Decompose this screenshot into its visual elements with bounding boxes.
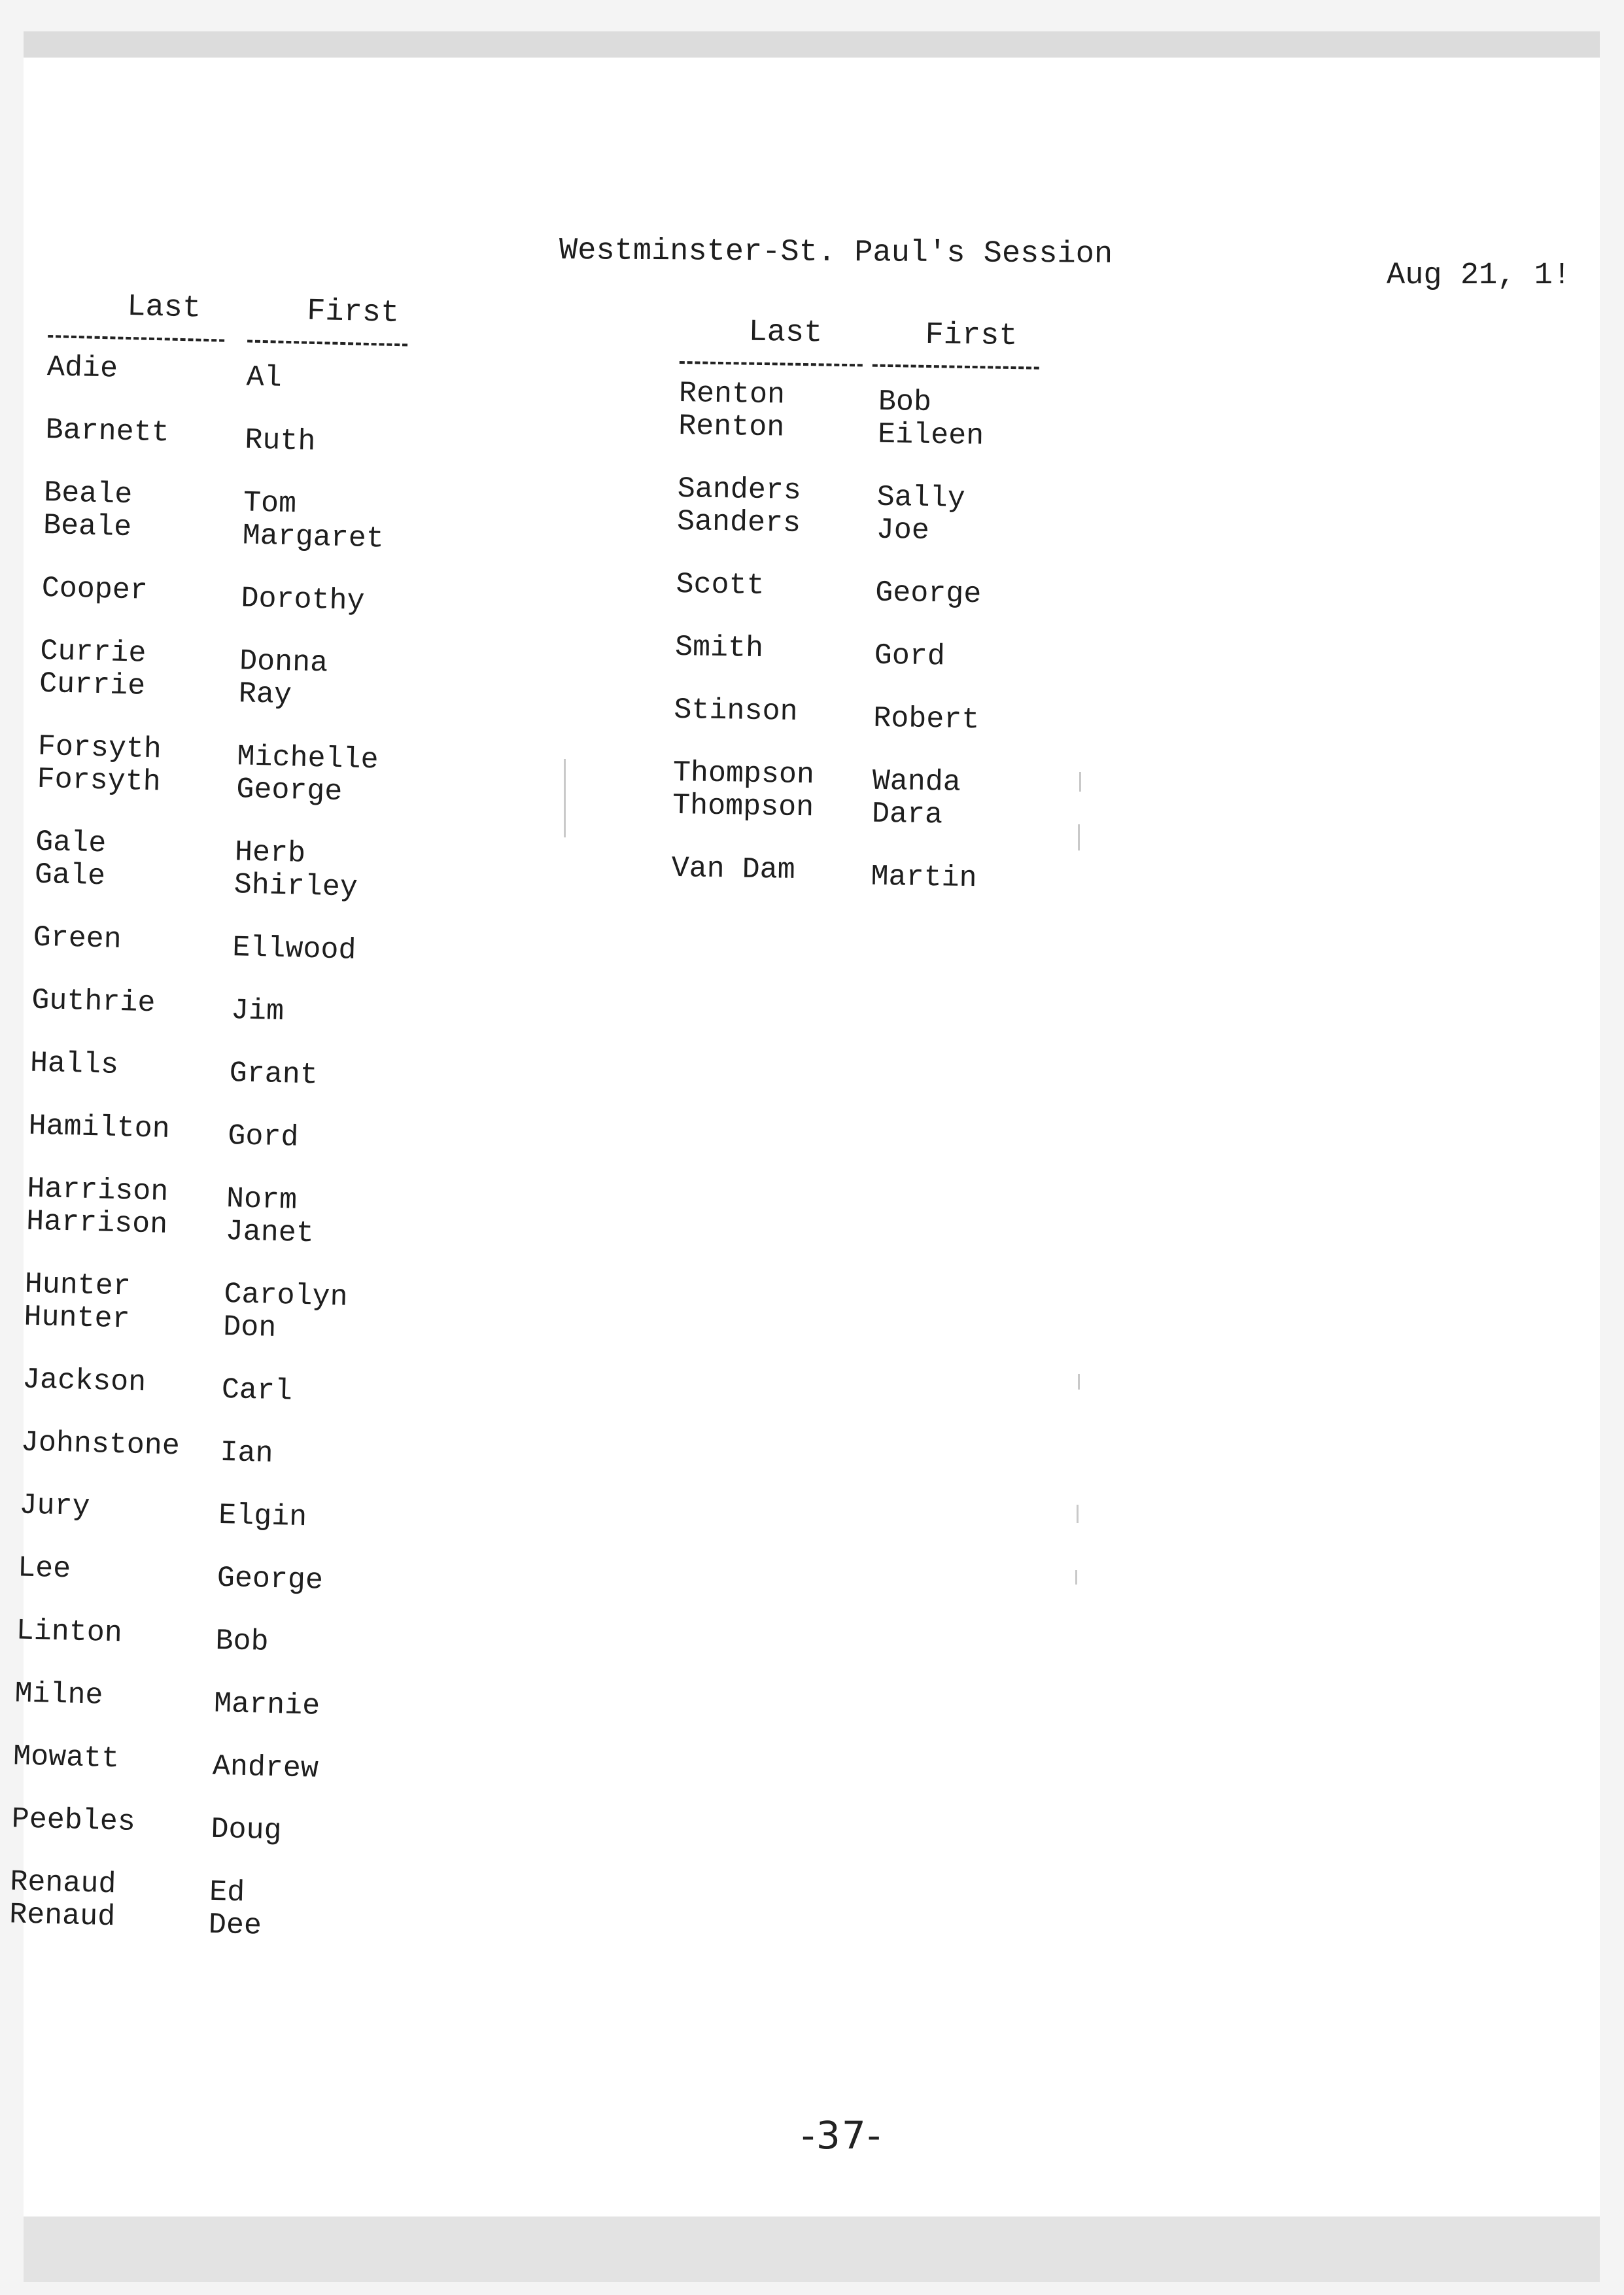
last-name-cell: Renaud — [9, 1898, 116, 1935]
table-row — [22, 1363, 293, 1409]
table-row — [672, 788, 943, 832]
table-row — [34, 858, 358, 905]
first-name-cell: Bob — [215, 1624, 269, 1659]
table-row — [672, 756, 961, 799]
page-number: -37- — [801, 2113, 882, 2158]
scan-speck — [1077, 1505, 1079, 1523]
last-name-cell: Renaud — [9, 1865, 117, 1902]
table-row — [678, 376, 932, 420]
first-name-cell: Andrew — [212, 1749, 319, 1786]
name-group — [28, 1109, 300, 1155]
scan-speck — [1075, 1570, 1077, 1585]
first-name-cell: George — [216, 1561, 324, 1598]
first-name-heading: First — [925, 317, 1018, 355]
first-name-cell: Michelle — [236, 740, 379, 777]
last-name-cell: Forsyth — [37, 762, 162, 799]
last-name-cell: Forsyth — [37, 729, 162, 767]
last-name-cell: Stinson — [674, 693, 798, 729]
last-name-cell: Harrison — [26, 1172, 169, 1209]
first-name-heading: First — [306, 294, 400, 332]
first-name-cell: Shirley — [233, 868, 358, 905]
last-name-cell: Jackson — [22, 1363, 147, 1400]
table-row — [45, 413, 317, 459]
table-row — [26, 1204, 315, 1251]
table-row — [39, 667, 292, 712]
first-name-cell: Joe — [876, 513, 930, 548]
table-row — [678, 409, 984, 453]
last-name-cell: Renton — [678, 409, 785, 445]
first-name-cell: Gord — [874, 639, 946, 674]
name-group — [9, 1865, 262, 1943]
first-name-cell: Herb — [234, 835, 306, 871]
last-name-cell: Hunter — [23, 1300, 131, 1337]
table-row — [20, 1426, 274, 1471]
table-row — [12, 1740, 319, 1786]
table-row — [46, 350, 283, 395]
table-row — [39, 634, 328, 680]
first-name-cell: Carl — [221, 1373, 293, 1409]
table-row — [24, 1267, 349, 1314]
table-row — [37, 729, 379, 777]
name-group — [20, 1426, 274, 1471]
first-name-cell: Bob — [878, 385, 932, 420]
last-name-cell: Milne — [14, 1677, 104, 1713]
first-name-cell: Donna — [239, 644, 328, 680]
first-name-cell: Doug — [210, 1812, 283, 1848]
first-name-cell: Dorothy — [240, 582, 366, 618]
table-row — [41, 571, 366, 618]
table-row — [43, 508, 385, 556]
name-group — [46, 350, 283, 395]
first-name-cell: Elgin — [218, 1498, 307, 1535]
page-title: Westminster-St. Paul's Session — [559, 234, 1113, 272]
table-row — [676, 504, 930, 548]
name-group — [11, 1802, 283, 1848]
last-name-cell: Cooper — [41, 571, 148, 608]
first-name-cell: Janet — [225, 1215, 315, 1251]
first-name-cell: George — [874, 576, 982, 612]
first-name-cell: Ruth — [244, 423, 317, 459]
first-name-cell: Ian — [219, 1435, 274, 1471]
first-name-cell: Robert — [872, 701, 980, 737]
scan-speck — [564, 759, 566, 837]
last-name-cell: Johnstone — [20, 1426, 181, 1463]
last-name-cell: Hunter — [24, 1267, 131, 1304]
name-group — [12, 1740, 319, 1786]
name-group — [41, 571, 366, 618]
table-row — [29, 1046, 319, 1093]
first-name-cell: Ellwood — [232, 931, 357, 968]
scan-speck — [1079, 772, 1081, 792]
table-row — [28, 1109, 300, 1155]
first-name-cell: Tom — [243, 486, 297, 521]
name-group — [14, 1677, 320, 1723]
last-name-cell: Van Dam — [671, 851, 796, 887]
first-name-cell: Carolyn — [223, 1278, 349, 1314]
name-group — [29, 1046, 319, 1093]
first-name-cell: Margaret — [242, 519, 385, 556]
last-name-cell: Beale — [43, 508, 132, 545]
scan-speck — [1078, 824, 1080, 850]
last-name-cell: Hamilton — [28, 1109, 171, 1146]
last-name-cell: Mowatt — [12, 1740, 120, 1776]
first-name-cell: Martin — [871, 860, 977, 896]
last-name-cell: Gale — [34, 858, 106, 894]
last-name-cell: Smith — [674, 630, 764, 666]
table-row — [671, 851, 977, 896]
last-name-heading: Last — [126, 289, 201, 326]
first-name-cell: Marnie — [213, 1687, 320, 1723]
first-name-cell: Dara — [871, 797, 943, 832]
scan-speck — [1078, 1374, 1080, 1390]
table-row — [18, 1488, 307, 1535]
first-name-cell: George — [235, 773, 343, 809]
name-group — [31, 983, 285, 1029]
last-name-cell: Sanders — [676, 504, 801, 540]
first-name-cell: Jim — [230, 994, 285, 1029]
name-group — [45, 413, 317, 459]
first-name-cell: Don — [222, 1310, 277, 1345]
last-name-cell: Sanders — [677, 472, 802, 508]
first-name-cell: Ray — [238, 677, 292, 712]
first-name-cell: Wanda — [872, 764, 961, 799]
last-name-cell: Barnett — [45, 413, 170, 450]
table-row — [9, 1898, 262, 1943]
first-name-cell: Grant — [229, 1057, 319, 1093]
last-name-cell: Beale — [43, 476, 133, 512]
table-row — [674, 630, 946, 674]
table-row — [14, 1677, 320, 1723]
last-name-cell: Currie — [39, 634, 147, 671]
last-name-cell: Lee — [17, 1551, 71, 1586]
first-name-cell: Gord — [227, 1119, 300, 1155]
session-date: Aug 21, 1! — [1387, 258, 1572, 293]
last-name-cell: Green — [33, 920, 122, 956]
first-name-cell: Sally — [876, 480, 966, 516]
last-name-cell: Adie — [46, 350, 118, 386]
scan-bottom-band — [24, 2216, 1600, 2282]
last-name-cell: Guthrie — [31, 983, 156, 1021]
last-name-cell: Renton — [678, 376, 786, 412]
first-name-cell: Al — [246, 360, 283, 395]
first-name-cell: Eileen — [877, 417, 984, 453]
last-name-cell: Thompson — [672, 788, 814, 825]
last-name-cell: Currie — [39, 667, 146, 703]
first-name-cell: Ed — [209, 1875, 245, 1910]
last-name-cell: Halls — [29, 1046, 119, 1082]
scan-top-band — [24, 31, 1600, 60]
last-name-cell: Harrison — [26, 1204, 168, 1242]
last-name-cell: Scott — [676, 567, 765, 603]
table-row — [31, 983, 285, 1029]
last-name-cell: Thompson — [672, 756, 815, 792]
name-group — [674, 630, 946, 674]
table-row — [677, 472, 966, 516]
last-name-heading: Last — [748, 315, 823, 351]
last-name-cell: Jury — [18, 1488, 91, 1524]
table-row — [11, 1802, 283, 1848]
name-group — [18, 1488, 307, 1535]
name-group — [671, 851, 977, 896]
first-name-cell: Norm — [226, 1182, 298, 1218]
last-name-cell: Gale — [35, 825, 107, 861]
first-name-cell: Dee — [208, 1908, 262, 1943]
last-name-cell: Peebles — [11, 1802, 136, 1839]
table-row — [35, 825, 306, 871]
last-name-cell: Linton — [16, 1614, 123, 1651]
name-group — [22, 1363, 293, 1409]
